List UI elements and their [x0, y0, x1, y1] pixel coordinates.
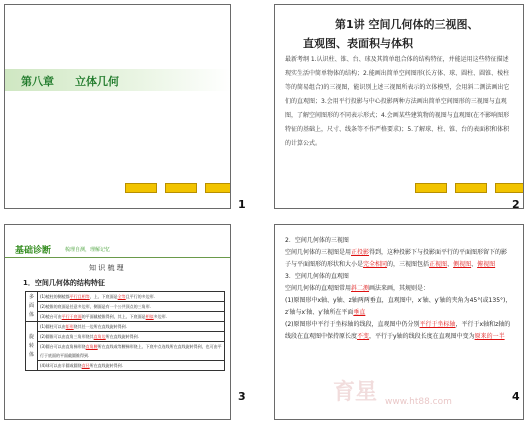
- category-rotation-body: 旋转体: [26, 322, 38, 371]
- item-heading: 2．空间几何体的三视图: [285, 237, 349, 244]
- nav-home-button[interactable]: [455, 183, 487, 193]
- table-row: [26, 322, 225, 332]
- table-row: [26, 292, 225, 302]
- watermark-logo: 育星: [333, 380, 378, 405]
- table-cell: (2)棱锥的底面是任意多边形，侧面是有一个公共顶点的三角形．: [38, 302, 225, 312]
- page-number-1: 1: [238, 198, 246, 211]
- table-cell: (3)棱台可由平行于底面的平面截棱锥得到，其上、下底面是相似多边形．: [38, 312, 225, 322]
- table-cell: (4)球可以由半圆或圆绕直径所在直线旋转得到．: [38, 361, 225, 371]
- item-heading: 3．空间几何体的直观图: [285, 273, 349, 280]
- slide-4[interactable]: [274, 224, 524, 420]
- chapter-banner: [5, 65, 231, 95]
- nav-next-button[interactable]: [205, 183, 231, 193]
- nav-next-button[interactable]: [495, 183, 524, 193]
- table-cell: (1)圆柱可以由矩形绕其任一边所在直线旋转得到．: [38, 322, 225, 332]
- table-row: [26, 302, 225, 312]
- nav-home-button[interactable]: [165, 183, 197, 193]
- nav-prev-button[interactable]: [125, 183, 157, 193]
- slide-1[interactable]: [4, 4, 231, 209]
- table-cell: (3)圆台可以由直角梯形绕直角腰所在直线或等腰梯形绕上、下底中点连线所在直线旋转得到，也可由平行于底面的平面截圆锥得到．: [38, 342, 225, 361]
- slide-3[interactable]: [4, 224, 231, 420]
- section-subheader: 梳理自测，理解记忆: [65, 247, 111, 253]
- category-polyhedron: 多面体: [26, 292, 38, 322]
- structure-table: [25, 291, 225, 371]
- table-row: [26, 332, 225, 342]
- slide-nav: [415, 183, 524, 193]
- page-number-3: 3: [238, 390, 246, 403]
- page-number-2: 2: [512, 198, 520, 211]
- paragraph: (1)原图形中x轴、y轴、z轴两两垂直，直观图中，x′轴、y′轴的夹角为45°(或135°)，z′轴与x′轴、y′轴所在平面垂直: [285, 297, 512, 316]
- knowledge-title: 知 识 梳 理: [89, 264, 124, 272]
- item-heading: 1．空间几何体的结构特征: [23, 279, 105, 287]
- table-row: [26, 342, 225, 361]
- table-cell: (2)圆锥可以由直角三角形绕其直角边所在直线旋转得到．: [38, 332, 225, 342]
- slide-2[interactable]: [274, 4, 524, 209]
- chapter-number: 第八章: [21, 75, 54, 88]
- slide-title-line2: 直观图、表面积与体积: [303, 37, 413, 50]
- watermark-url: www.ht88.com: [385, 397, 452, 407]
- slide-nav: [125, 183, 231, 193]
- page-number-4: 4: [512, 390, 520, 403]
- table-row: [26, 361, 225, 371]
- section-header: 基础诊断: [15, 246, 52, 256]
- slide-body: [285, 235, 513, 343]
- table-row: [26, 312, 225, 322]
- paragraph: 空间几何体的三视图是用正投影得到，这种投影下与投影面平行的平面图形留下的影子与平面图形的形状和大小是完全相同的，三视图包括正视图、侧视图、俯视图: [285, 249, 508, 268]
- syllabus-text: 最新考纲 1.认识柱、锥、台、球及其简单组合体的结构特征，并能运用这些特征描述现实生活中简单物体的结构；2.能画出简单空间图形(长方体、球、圆柱、圆锥、棱柱等的简易组合)的三视图，能识别上述三视图所表示的立体模型，会用斜二测法画出它们的直观图；3.会用平行投影与中心投影两种方法画出简单空间图形的三视图与直观图，了解空间图形的不同表示形式；4.会画某些建筑物的视图与直观图(在不影响图形特征的基础上，尺寸、线条等不作严格要求)；5.了解球、柱、锥、台的表面积和体积的计算公式。: [285, 56, 510, 147]
- paragraph: (2)原图形中平行于坐标轴的线段，直观图中仍分别平行于坐标轴，平行于x轴和z轴的线段在直观图中保持原长度不变，平行于y轴的线段长度在直观图中变为原来的一半: [285, 321, 511, 340]
- nav-prev-button[interactable]: [415, 183, 447, 193]
- chapter-title: 立体几何: [75, 75, 119, 88]
- slide-title-line1: 第1讲 空间几何体的三视图、: [335, 18, 479, 31]
- paragraph: 空间几何体的直观图常用斜二测画法来画，其规则是：: [285, 285, 430, 292]
- header-divider: [5, 257, 231, 258]
- table-cell: (1)棱柱的侧棱都平行且相等，上、下底面是全等且平行的多边形．: [38, 292, 225, 302]
